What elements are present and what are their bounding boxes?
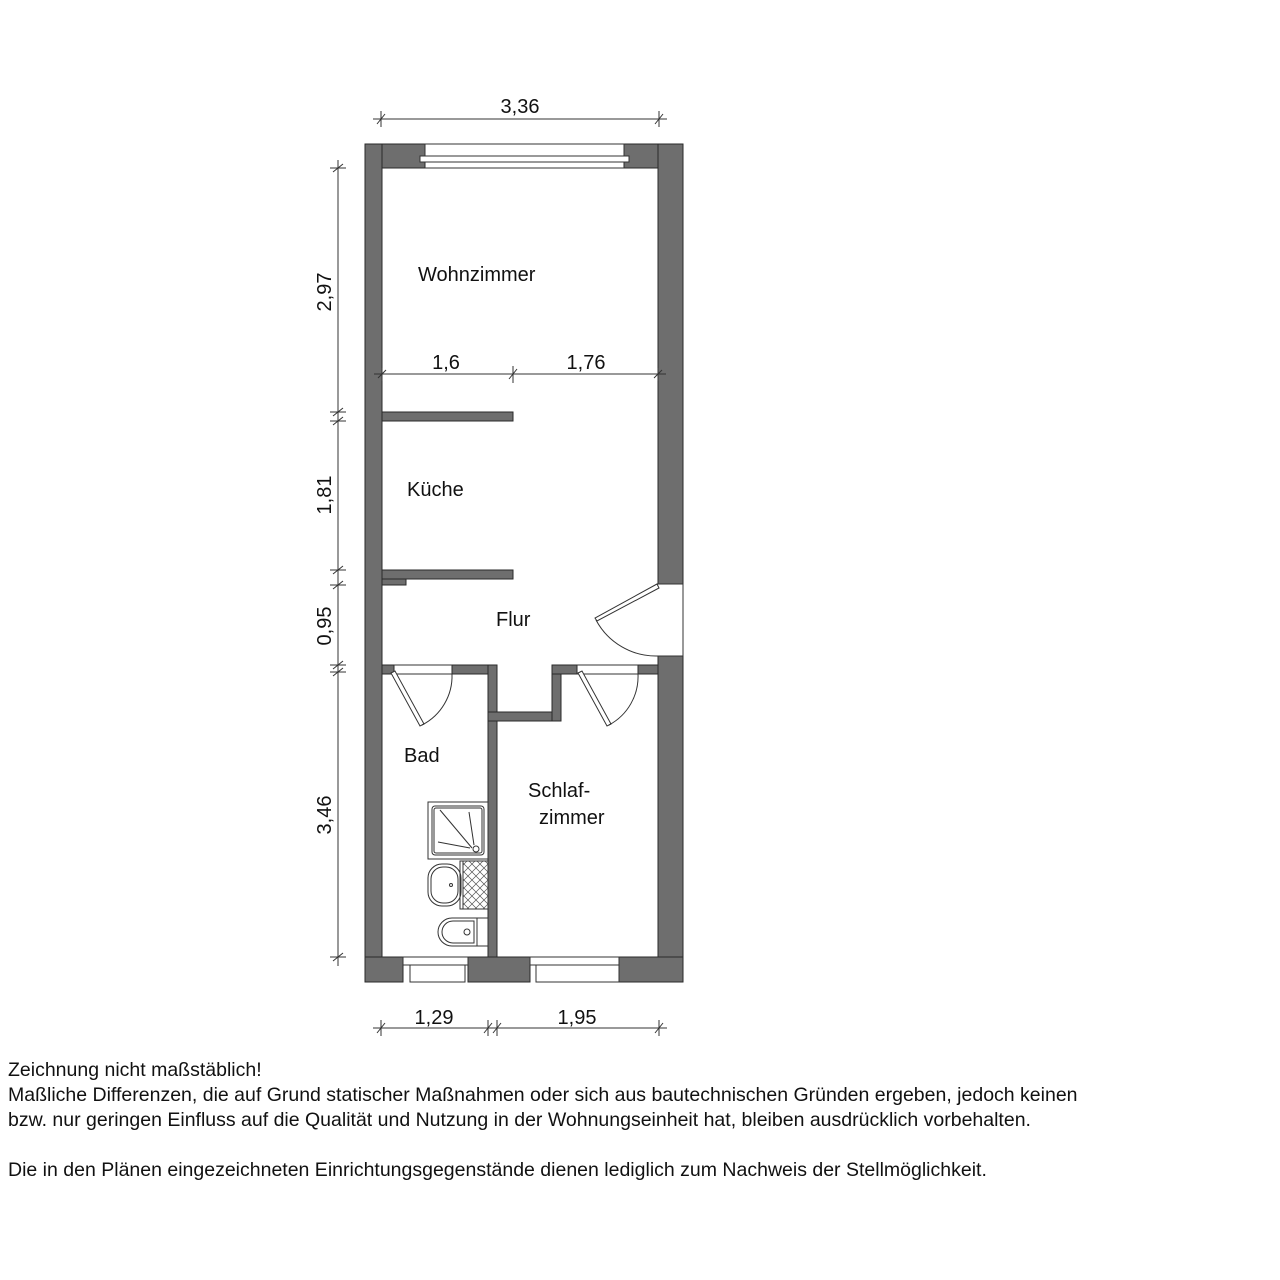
window-bath <box>403 957 468 982</box>
room-label-living: Wohnzimmer <box>418 264 536 286</box>
window-top <box>420 144 629 168</box>
wall-bottom-2 <box>468 957 530 982</box>
wall-kitchen-bottom <box>382 570 513 579</box>
dim-left-living: 2,97 <box>314 272 336 312</box>
wall-kitchen-top <box>382 412 513 421</box>
room-label-kitchen: Küche <box>407 479 464 501</box>
wall-right-upper <box>658 144 683 584</box>
dim-top-width: 3,36 <box>500 96 540 118</box>
wall-hall-bed-b <box>638 665 658 674</box>
room-label-bedroom-1: Schlaf- <box>528 780 591 802</box>
bath-door[interactable] <box>391 665 452 726</box>
wall-bottom-3 <box>619 957 683 982</box>
dim-bottom-bath: 1,29 <box>414 1007 454 1029</box>
dimension-living <box>374 352 666 383</box>
wall-kitchen-stub <box>382 579 406 585</box>
room-label-hall: Flur <box>496 609 531 631</box>
note-not-to-scale: Zeichnung nicht maßstäblich! <box>8 1059 262 1081</box>
dim-living-left: 1,6 <box>432 352 460 374</box>
note-furniture: Die in den Plänen eingezeichneten Einrichtungsgegenstände dienen lediglich zum Nachweis der Stellmöglichkeit. <box>8 1159 987 1181</box>
wall-left <box>365 144 382 982</box>
wall-bottom-1 <box>365 957 403 982</box>
note-differences-1: Maßliche Differenzen, die auf Grund statischer Maßnahmen oder sich aus bautechnischen Gründen ergeben, jedoch keinen <box>8 1084 1078 1106</box>
shower-tray <box>428 802 488 859</box>
note-differences-2: bzw. nur geringen Einfluss auf die Qualität und Nutzung in der Wohnungseinheit hat, bleiben ausdrücklich vorbehalten. <box>8 1109 1031 1131</box>
dim-bottom-bed: 1,95 <box>557 1007 597 1029</box>
dim-left-kitchen: 1,81 <box>314 475 336 515</box>
dim-left-bed: 3,46 <box>314 795 336 835</box>
dimension-top <box>373 96 667 127</box>
room-label-bedroom-2: zimmer <box>539 807 605 829</box>
toilet <box>438 918 488 946</box>
wall-right-lower <box>658 656 683 982</box>
dimension-left <box>314 160 346 966</box>
disclaimer-notes <box>8 1058 1278 1183</box>
dim-left-hall: 0,95 <box>314 606 336 646</box>
wall-bath-bed <box>488 665 497 957</box>
bedroom-door[interactable] <box>577 665 638 726</box>
wall-niche-bottom <box>488 712 559 721</box>
wall-hall-bed-a <box>552 665 577 674</box>
shelf-hatched <box>463 861 488 909</box>
room-label-bath: Bad <box>404 745 440 767</box>
window-bedroom <box>530 957 619 982</box>
dimension-bottom <box>373 1007 667 1036</box>
entrance-door[interactable] <box>595 584 683 656</box>
dim-living-right: 1,76 <box>566 352 606 374</box>
